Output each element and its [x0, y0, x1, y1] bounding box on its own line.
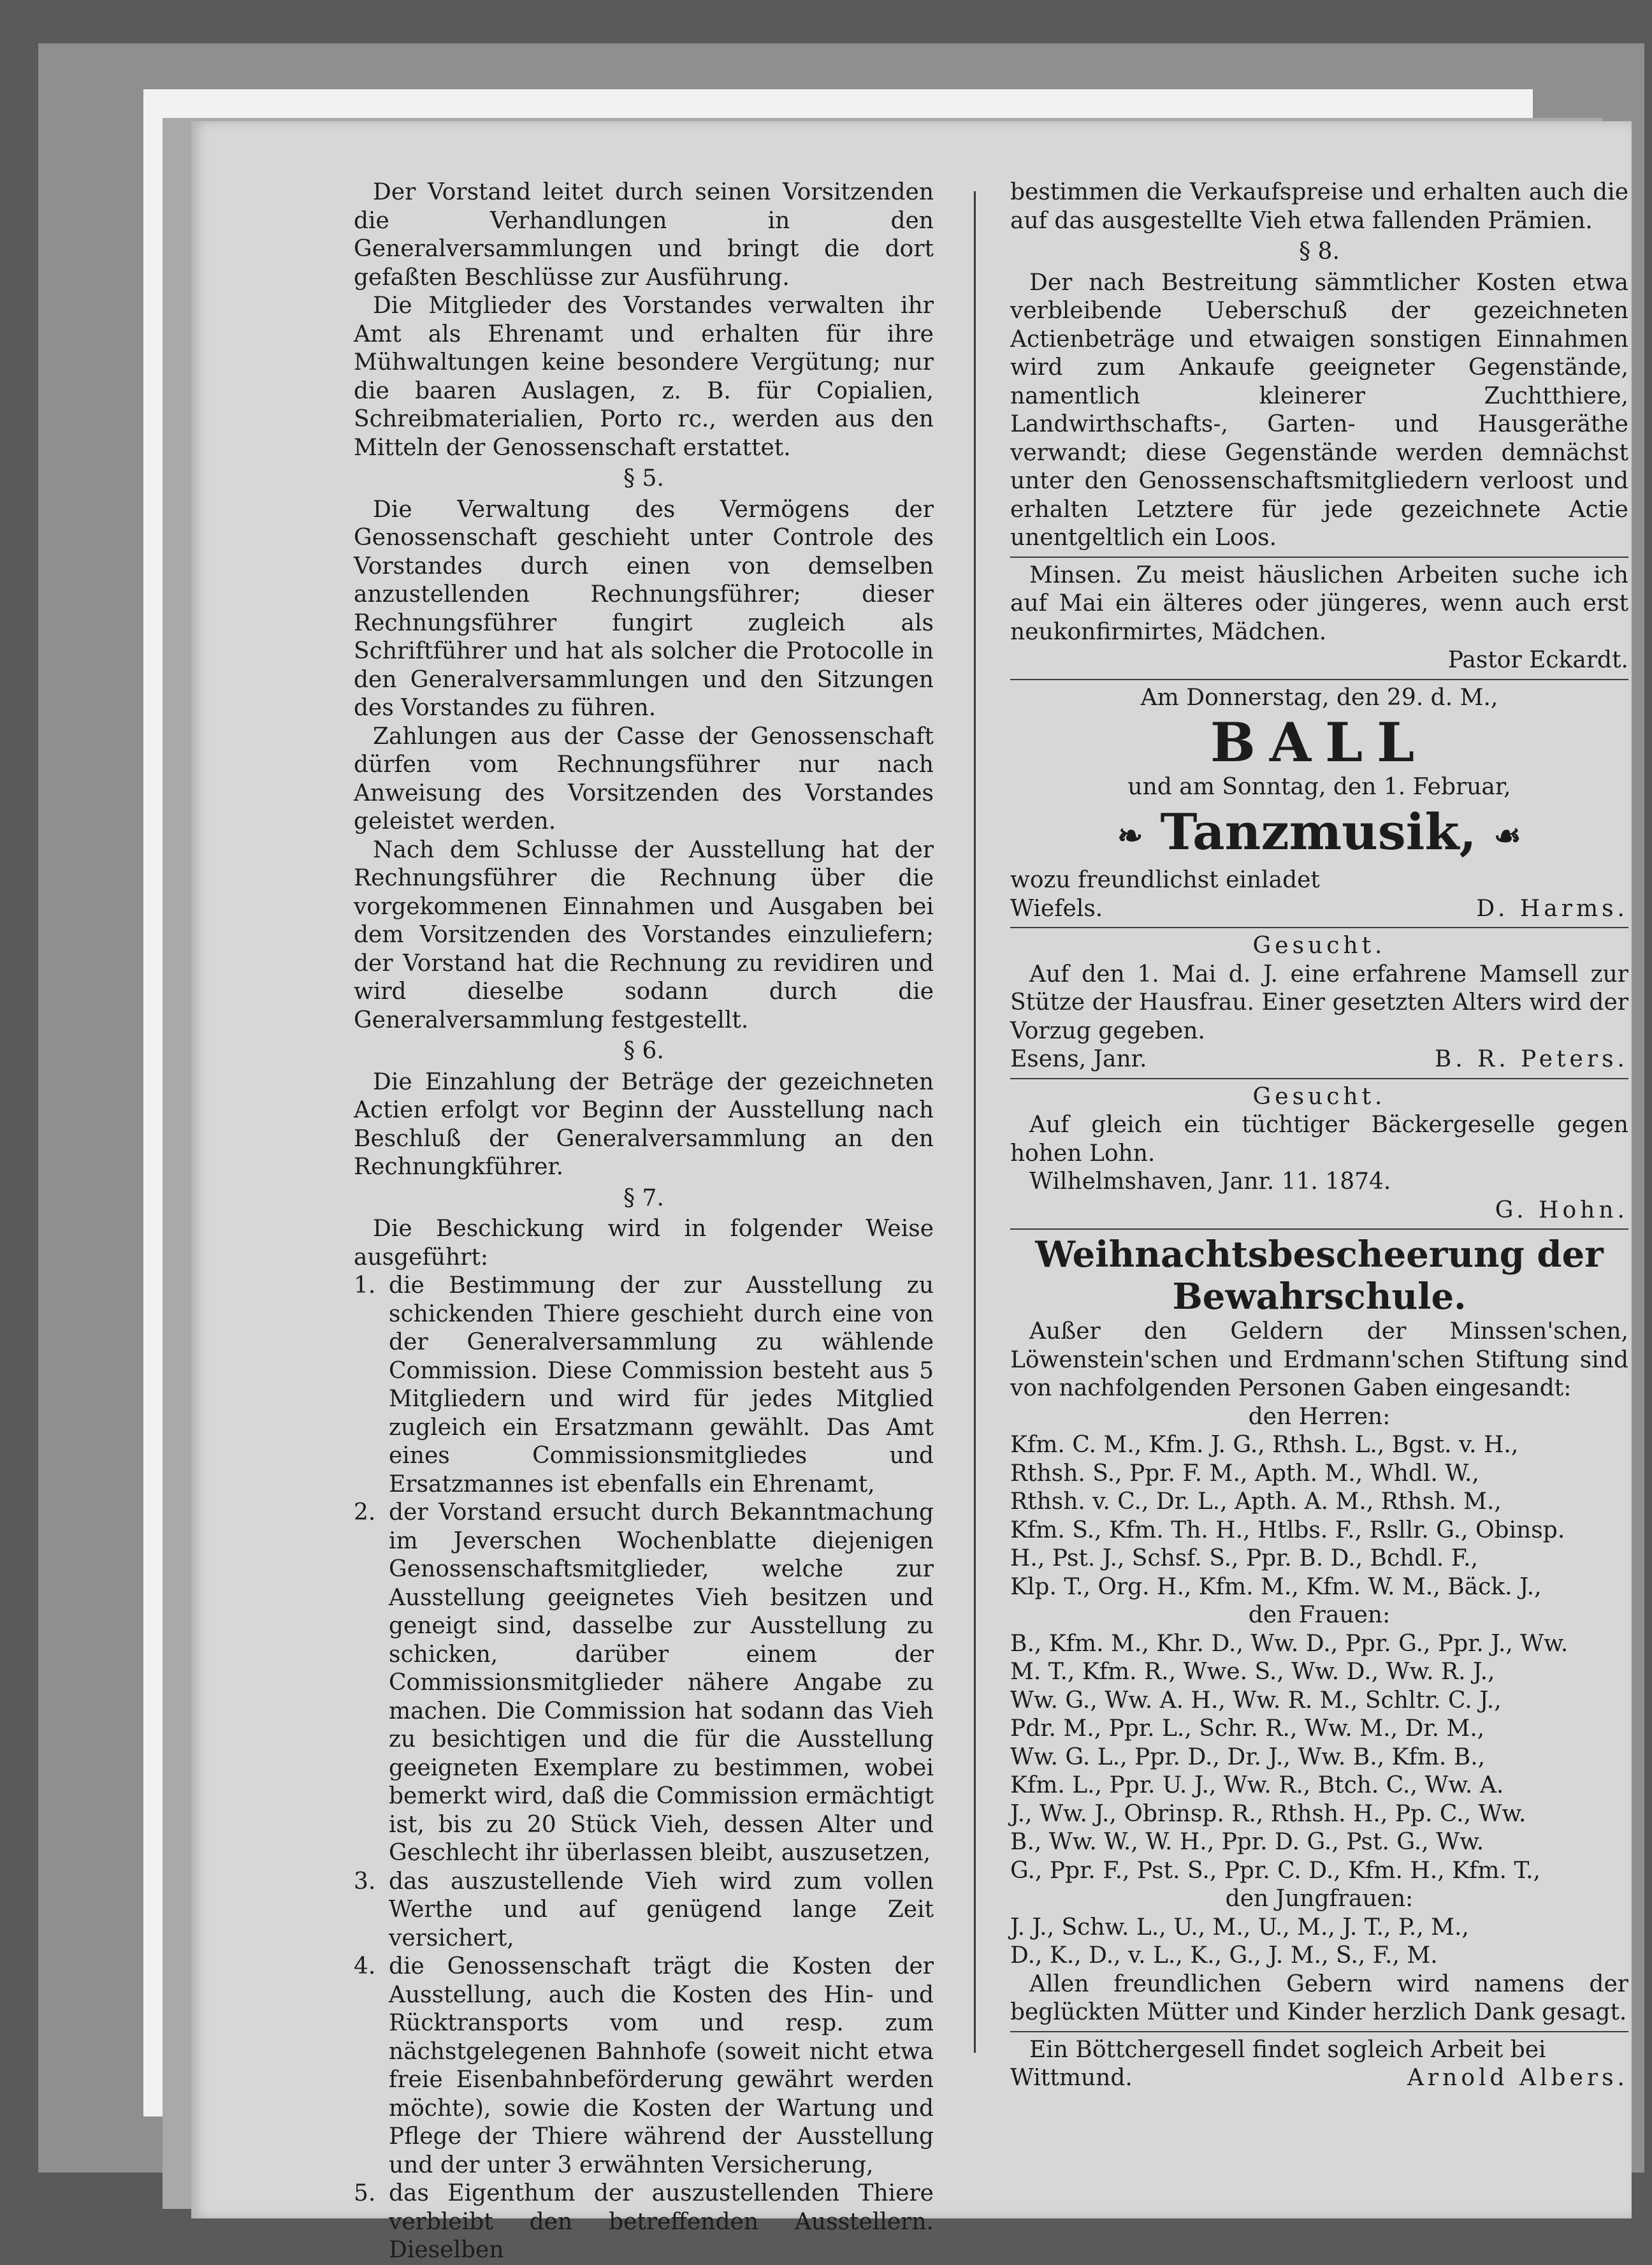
- ad-signature: Pastor Eckardt.: [1447, 647, 1628, 673]
- list-heading: den Jungfrauen:: [1225, 1886, 1414, 1912]
- ad-signature-row: [1010, 1045, 1628, 1074]
- ad-text: Allen freundlichen Gebern wird namens der beglückten Mütter und Kinder herzlich Dank gesagt.: [1010, 1970, 1628, 2025]
- ad-heading: Gesucht.: [1252, 933, 1386, 959]
- donor-line: J., Ww. J., Obrinsp. R., Rthsh. H., Pp. C., Ww.: [1010, 1800, 1526, 1827]
- paragraph: bestimmen die Verkaufspreise und erhalten auch die auf das ausgestellte Vieh etwa fallenden Prämien.: [1010, 179, 1628, 234]
- divider: [1010, 2031, 1628, 2032]
- donor-line: Kfm. L., Ppr. U. J., Ww. R., Btch. C., Ww. A.: [1010, 1772, 1504, 1798]
- ad-signature: G. Hohn.: [1495, 1197, 1628, 1223]
- donor-line: Ww. G., Ww. A. H., Ww. R. M., Schltr. C. J.,: [1010, 1687, 1502, 1714]
- ad-place: Esens, Janr.: [1010, 1046, 1147, 1072]
- ad-signature: Arnold Albers.: [1407, 2065, 1628, 2091]
- list-number: 3.: [354, 1868, 376, 1895]
- ad-signature-row: [1010, 895, 1628, 924]
- donor-line: Klp. T., Org. H., Kfm. M., Kfm. W. M., Bäck. J.,: [1010, 1573, 1542, 1600]
- ornament-icon: ❧: [1117, 818, 1143, 854]
- divider: [1010, 1078, 1628, 1079]
- ad-text: Auf den 1. Mai d. J. eine erfahrene Mamsell zur Stütze der Hausfrau. Einer gesetzten Alters wird der Vorzug gegeben.: [1010, 961, 1628, 1044]
- ad-text: wozu freundlichst einladet: [1010, 867, 1320, 893]
- list-text: das auszustellende Vieh wird zum vollen Werthe und auf genügend lange Zeit versichert,: [389, 1868, 934, 1951]
- right-column: [1010, 178, 1628, 2093]
- ad-text: Minsen. Zu meist häuslichen Arbeiten suche ich auf Mai ein älteres oder jüngeres, wenn auch erst neukonfirmirtes, Mädchen.: [1010, 562, 1628, 645]
- divider: [1010, 1228, 1628, 1230]
- ad-place: Wilhelmshaven, Janr. 11. 1874.: [1029, 1169, 1391, 1195]
- donor-list-jungfrauen: [1010, 1914, 1628, 1970]
- paragraph: Nach dem Schlusse der Ausstellung hat der Rechnungsführer die Rechnung über die vorgekommenen Einnahmen und Ausgaben bei dem Vorsitzenden des Vorstandes einzuliefern; der Vorstand hat die Rechnung zu revidiren und wird dieselbe sodann durch die Generalversammlung festgestellt.: [354, 836, 934, 1033]
- list-number: 5.: [354, 2180, 376, 2206]
- donor-line: Ww. G. L., Ppr. D., Dr. J., Ww. B., Kfm. B.,: [1010, 1744, 1486, 1770]
- section-heading: § 6.: [623, 1038, 664, 1064]
- ad-text: Am Donnerstag, den 29. d. M.,: [1140, 684, 1498, 711]
- paragraph: Der nach Bestreitung sämmtlicher Kosten etwa verbleibende Ueberschuß der gezeichneten Actienbeträge und etwaigen sonstigen Einnahmen wird zum Ankaufe geeigneter Gegenstände, namentlich kleinerer Zuchtthiere, Landwirthschafts-, Garten- und Hausgeräthe verwandt; diese Gegenstände werden demnächst unter den Genossenschaftsmitgliedern verloost und erhalten Letztere für jede gezeichnete Actie unentgeltlich ein Loos.: [1010, 269, 1628, 551]
- donor-line: H., Pst. J., Schsf. S., Ppr. B. D., Bchdl. F.,: [1010, 1545, 1479, 1571]
- tanzmusik-word: Tanzmusik,: [1160, 803, 1477, 861]
- ornament-icon: ☙: [1493, 818, 1521, 854]
- ad-headline: Bewahrschule.: [1172, 1276, 1467, 1318]
- list-number: 2.: [354, 1499, 376, 1526]
- divider: [1010, 679, 1628, 680]
- paragraph: Die Beschickung wird in folgender Weise ausgeführt:: [354, 1216, 934, 1271]
- column-divider: [974, 191, 976, 2053]
- donor-list-herren: [1010, 1431, 1628, 1601]
- ad-text: und am Sonntag, den 1. Februar,: [1127, 774, 1511, 800]
- ad-place: Wittmund.: [1010, 2065, 1133, 2091]
- donor-line: J. J., Schw. L., U., M., U., M., J. T., P., M.,: [1010, 1914, 1469, 1941]
- ad-headline: Weihnachtsbescheerung der: [1035, 1234, 1604, 1276]
- donor-line: B., Kfm. M., Khr. D., Ww. D., Ppr. G., Ppr. J., Ww.: [1010, 1630, 1569, 1657]
- donor-line: Rthsh. v. C., Dr. L., Apth. A. M., Rthsh. M.,: [1010, 1489, 1502, 1515]
- divider: [1010, 557, 1628, 558]
- list-text: der Vorstand ersucht durch Bekanntmachung im Jeverschen Wochenblatte diejenigen Genossenschaftsmitglieder, welche zur Ausstellung geeignetes Vieh besitzen und geneigt sind, dasselbe zur Ausstellung zu schicken, darüber einem der Commissionsmitglieder nähere Angabe zu machen. Die Commission hat sodann das Vieh zu besichtigen und die für die Ausstellung geeigneten Exemplare zu bestimmen, wobei bemerkt wird, daß die Commission ermächtigt ist, bis zu 20 Stück Vieh, dessen Alter und Geschlecht ihr überlassen bleibt, auszusetzen,: [389, 1499, 934, 1866]
- ad-headline: BALL: [1210, 711, 1429, 774]
- list-item: [354, 1272, 934, 1499]
- list-item: [354, 1868, 934, 1953]
- ad-text: Auf gleich ein tüchtiger Bäckergeselle gegen hohen Lohn.: [1010, 1112, 1628, 1167]
- ad-signature-row: [1010, 2064, 1628, 2093]
- list-number: 1.: [354, 1272, 376, 1299]
- ad-place: Wiefels.: [1010, 895, 1103, 922]
- list-number: 4.: [354, 1953, 376, 1979]
- section-heading: § 8.: [1299, 238, 1340, 265]
- donor-line: D., K., D., v. L., K., G., J. M., S., F., M.: [1010, 1942, 1438, 1969]
- list-item: [354, 2180, 934, 2265]
- donor-line: Pdr. M., Ppr. L., Schr. R., Ww. M., Dr. M.,: [1010, 1715, 1485, 1742]
- ad-text: Außer den Geldern der Minssen'schen, Löwenstein'schen und Erdmann'schen Stiftung sind von nachfolgenden Personen Gaben eingesandt:: [1010, 1318, 1628, 1401]
- list-text: das Eigenthum der auszustellenden Thiere verbleibt den betreffenden Ausstellern. Dieselben: [389, 2180, 934, 2263]
- ad-text: Ein Böttchergesell findet sogleich Arbeit bei: [1029, 2036, 1546, 2063]
- list-item: [354, 1953, 934, 2180]
- paragraph: Der Vorstand leitet durch seinen Vorsitzenden die Verhandlungen in den Generalversammlungen und bringt die dort gefaßten Beschlüsse zur Ausführung.: [354, 179, 934, 291]
- divider: [1010, 927, 1628, 928]
- ad-signature: D. Harms.: [1476, 895, 1628, 922]
- list-item: [354, 1499, 934, 1868]
- donor-line: B., Ww. W., W. H., Ppr. D. G., Pst. G., Ww.: [1010, 1829, 1484, 1855]
- paragraph: Die Einzahlung der Beträge der gezeichneten Actien erfolgt vor Beginn der Ausstellung nach Beschluß der Generalversammlung an den Rechnungkführer.: [354, 1068, 934, 1180]
- paragraph: Die Verwaltung des Vermögens der Genossenschaft geschieht unter Controle des Vorstandes durch einen von demselben anzustellenden Rechnungsführer; dieser Rechnungsführer fungirt zugleich als Schriftführer und hat als solcher die Protocolle in den Generalversammlungen und den Sitzungen des Vorstandes zu führen.: [354, 496, 934, 721]
- donor-line: G., Ppr. F., Pst. S., Ppr. C. D., Kfm. H., Kfm. T.,: [1010, 1857, 1540, 1884]
- list-heading: den Frauen:: [1248, 1602, 1391, 1628]
- donor-list-frauen: [1010, 1630, 1628, 1886]
- list-text: die Genossenschaft trägt die Kosten der Ausstellung, auch die Kosten des Hin- und Rücktransports vom und resp. zum nächstgelegenen Bahnhofe (soweit nicht etwa freie Eisenbahnbeförderung gewährt werden möchte), sowie die Kosten der Wartung und Pflege der Thiere während der Ausstellung und der unter 3 erwähnten Versicherung,: [389, 1953, 934, 2178]
- paragraph: Zahlungen aus der Casse der Genossenschaft dürfen vom Rechnungsführer nur nach Anweisung des Vorsitzenden des Vorstandes geleistet werden.: [354, 723, 934, 834]
- donor-line: Kfm. C. M., Kfm. J. G., Rthsh. L., Bgst. v. H.,: [1010, 1432, 1519, 1458]
- paragraph: Die Mitglieder des Vorstandes verwalten ihr Amt als Ehrenamt und erhalten für ihre Mühwaltungen keine besondere Vergütung; nur die baaren Auslagen, z. B. für Copialien, Schreibmaterialien, Porto rc., werden aus den Mitteln der Genossenschaft erstattet.: [354, 293, 934, 461]
- left-column: [354, 178, 934, 2265]
- donor-line: Kfm. S., Kfm. Th. H., Htlbs. F., Rsllr. G., Obinsp.: [1010, 1517, 1565, 1543]
- ad-heading: Gesucht.: [1252, 1083, 1386, 1110]
- list-text: die Bestimmung der zur Ausstellung zu schickenden Thiere geschieht durch eine von der Generalversammlung zu wählende Commission. Diese Commission besteht aus 5 Mitgliedern und wird für jedes Mitglied zugleich ein Ersatzmann gewählt. Das Amt eines Commissionsmitgliedes und Ersatzmannes ist ebenfalls ein Ehrenamt,: [389, 1272, 934, 1497]
- donor-line: M. T., Kfm. R., Wwe. S., Ww. D., Ww. R. J.,: [1010, 1659, 1495, 1685]
- section-heading: § 7.: [623, 1184, 664, 1211]
- ad-headline: [1010, 802, 1628, 867]
- section-heading: § 5.: [623, 465, 664, 492]
- list-heading: den Herren:: [1248, 1403, 1391, 1430]
- ad-signature: B. R. Peters.: [1434, 1046, 1628, 1072]
- donor-line: Rthsh. S., Ppr. F. M., Apth. M., Whdl. W.,: [1010, 1460, 1479, 1487]
